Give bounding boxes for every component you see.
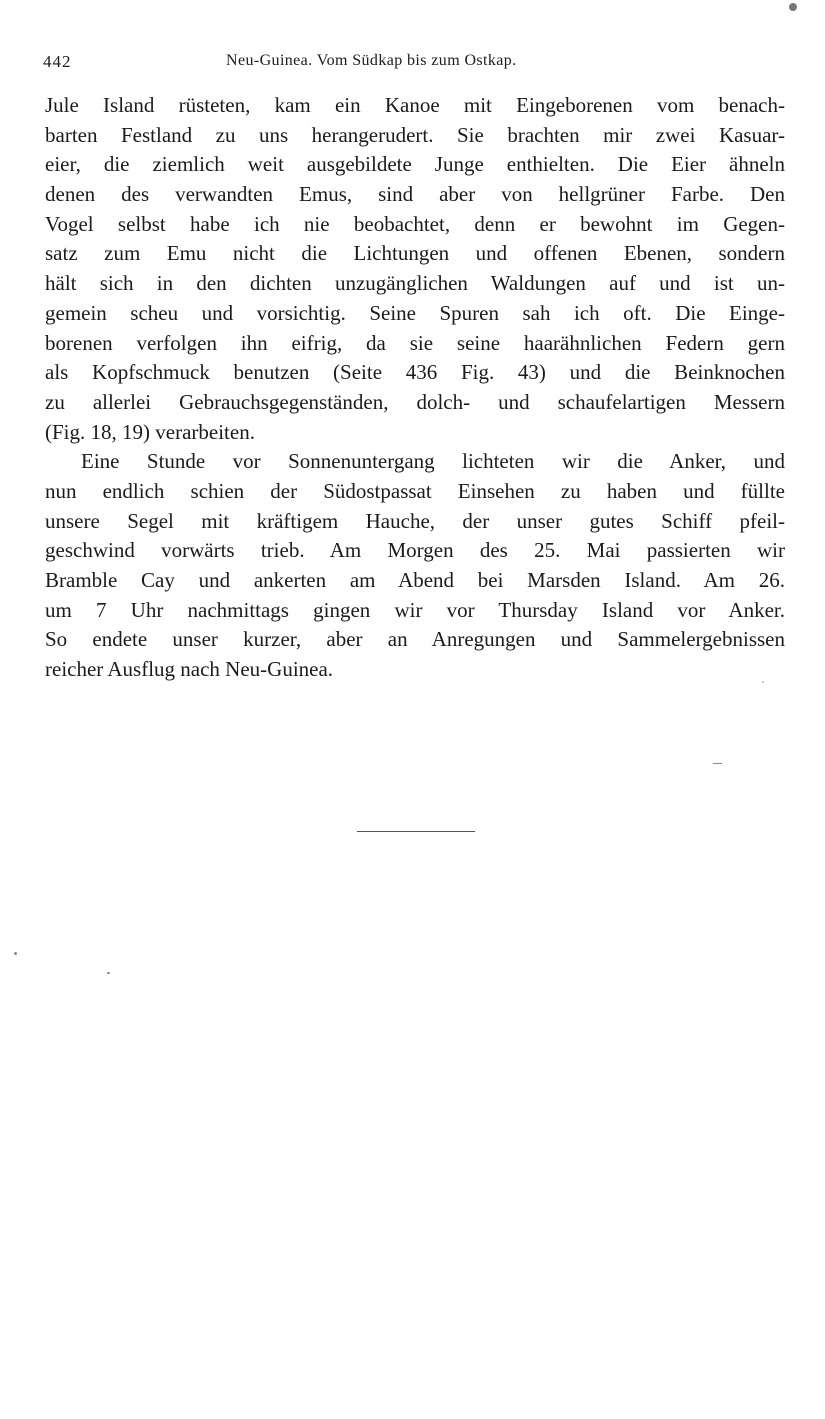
ink-speck <box>14 952 17 955</box>
running-head <box>43 50 783 74</box>
text-line: nun endlich schien der Südostpassat Einsehen zu haben und füllte <box>45 478 785 503</box>
running-title: Neu-Guinea. Vom Südkap bis zum Ostkap. <box>226 52 517 69</box>
page-number: 442 <box>43 52 72 71</box>
text-line: (Fig. 18, 19) verarbeiten. <box>45 419 255 444</box>
text-line: borenen verfolgen ihn eifrig, da sie seine haarähnlichen Federn gern <box>45 330 785 355</box>
text-line: denen des verwandten Emus, sind aber von hellgrüner Farbe. Den <box>45 182 785 207</box>
text-line: als Kopfschmuck benutzen (Seite 436 Fig. 43) und die Beinknochen <box>45 360 785 385</box>
text-line: reicher Ausflug nach Neu-Guinea. <box>45 657 334 682</box>
text-line: zu allerlei Gebrauchsgegenständen, dolch- und schaufelartigen Messern <box>45 389 785 414</box>
ink-speck <box>713 763 722 764</box>
text-line: Jule Island rüsteten, kam ein Kanoe mit Eingeborenen vom benach- <box>45 93 785 117</box>
text-line: Vogel selbst habe ich nie beobachtet, denn er bewohnt im Gegen- <box>45 211 785 236</box>
text-line: hält sich in den dichten unzugänglichen Waldungen auf und ist un- <box>45 271 785 296</box>
text-line: So endete unser kurzer, aber an Anregungen und Sammelergebnissen <box>45 627 785 652</box>
text-line: gemein scheu und vorsichtig. Seine Spuren sah ich oft. Die Einge- <box>45 300 785 325</box>
text-line: um 7 Uhr nachmittags gingen wir vor Thursday Island vor Anker. <box>45 597 785 622</box>
text-line: satz zum Emu nicht die Lichtungen und offenen Ebenen, sondern <box>45 241 785 266</box>
section-end-rule <box>357 831 475 832</box>
text-line: Eine Stunde vor Sonnenuntergang lichteten wir die Anker, und <box>81 449 785 474</box>
body-text <box>45 91 785 685</box>
text-line: unsere Segel mit kräftigem Hauche, der unser gutes Schiff pfeil- <box>45 508 785 533</box>
text-line: Bramble Cay und ankerten am Abend bei Marsden Island. Am 26. <box>45 568 785 592</box>
text-line: geschwind vorwärts trieb. Am Morgen des 25. Mai passierten wir <box>45 538 785 563</box>
ink-speck <box>107 972 110 974</box>
ink-speck <box>762 681 764 683</box>
text-line: eier, die ziemlich weit ausgebildete Junge enthielten. Die Eier ähneln <box>45 152 785 177</box>
ink-speck <box>789 3 797 11</box>
text-line: barten Festland zu uns herangerudert. Sie brachten mir zwei Kasuar- <box>45 122 785 147</box>
